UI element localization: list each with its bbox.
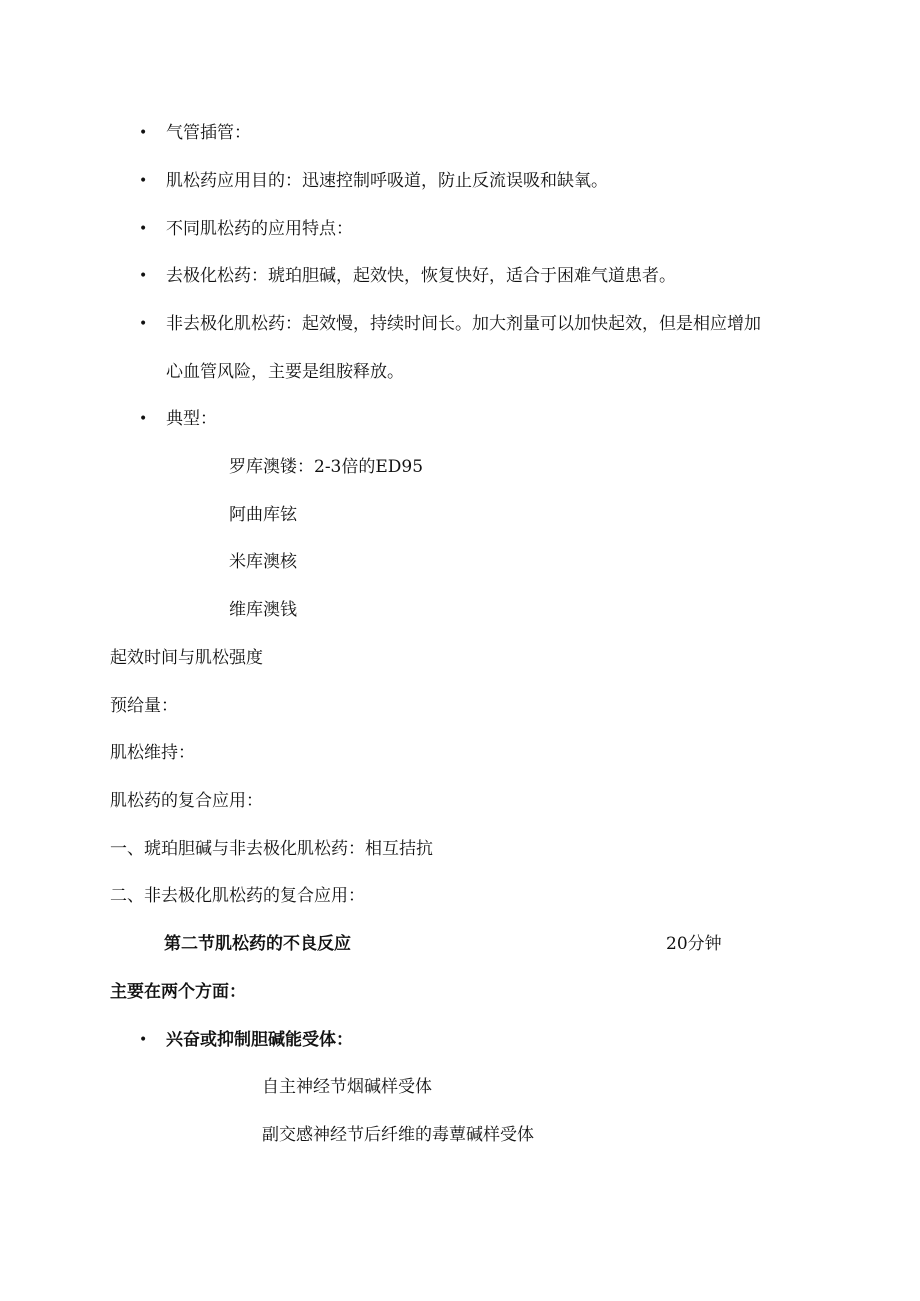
- bullet-text: 气管插管：: [166, 123, 251, 143]
- text-line: 一、琥珀胆碱与非去极化肌松药：相互拮抗: [110, 839, 433, 859]
- bullet-dot: •: [139, 1032, 148, 1048]
- bullet-dot: •: [139, 411, 148, 427]
- drug-item: 阿曲库铉: [229, 505, 297, 525]
- bullet-text: 不同肌松药的应用特点：: [166, 219, 353, 239]
- drug-item: 米库澳核: [229, 552, 297, 572]
- bullet-text: 兴奋或抑制胆碱能受体：: [166, 1030, 353, 1050]
- bullet-dot: •: [139, 268, 148, 284]
- text-line: 起效时间与肌松强度: [110, 648, 263, 668]
- text-line: 肌松维持：: [110, 743, 195, 763]
- receptor-item: 自主神经节烟碱样受体: [262, 1077, 432, 1097]
- drug-item: 维库澳钱: [229, 600, 297, 620]
- bullet-text: 典型：: [166, 409, 217, 429]
- bullet-dot: •: [139, 125, 148, 141]
- bullet-text: 去极化松药：琥珀胆碱，起效快，恢复快好，适合于困难气道患者。: [166, 266, 676, 286]
- section-title: 第二节肌松药的不良反应: [164, 934, 351, 954]
- drug-item: 罗库澳镂：2-3倍的ED95: [229, 457, 424, 477]
- bullet-dot: •: [139, 316, 148, 332]
- bullet-continuation: 心血管风险，主要是组胺释放。: [166, 362, 404, 382]
- section-duration: 20分钟: [666, 934, 722, 954]
- text-line: 预给量：: [110, 696, 178, 716]
- receptor-item: 副交感神经节后纤维的毒蕈碱样受体: [262, 1125, 534, 1145]
- bullet-text: 肌松药应用目的：迅速控制呼吸道，防止反流误吸和缺氧。: [166, 171, 608, 191]
- main-aspects-heading: 主要在两个方面：: [110, 982, 246, 1002]
- text-line: 二、非去极化肌松药的复合应用：: [110, 886, 365, 906]
- bullet-dot: •: [139, 173, 148, 189]
- text-line: 肌松药的复合应用：: [110, 791, 263, 811]
- bullet-text: 非去极化肌松药：起效慢，持续时间长。加大剂量可以加快起效，但是相应增加: [166, 314, 761, 334]
- bullet-dot: •: [139, 221, 148, 237]
